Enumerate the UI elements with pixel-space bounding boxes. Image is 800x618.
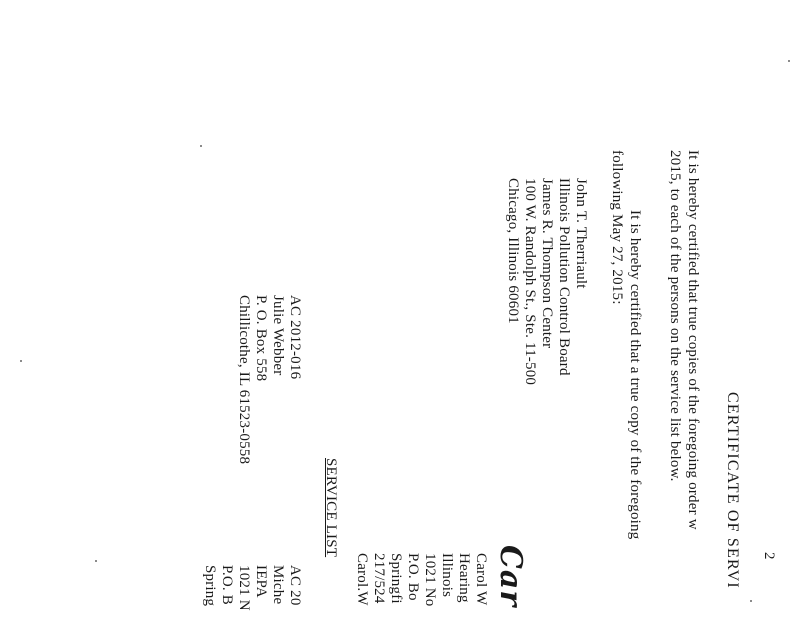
service-list-right-line: P.O. B <box>219 565 235 605</box>
hearing-officer-line: Illinois <box>439 553 455 598</box>
service-list-right-line: IEPA <box>253 565 269 598</box>
board-address-line: James R. Thompson Center <box>539 178 555 349</box>
scan-speck <box>750 600 752 602</box>
scan-speck <box>95 560 97 562</box>
board-address-line: Chicago, Illinois 60601 <box>505 178 521 324</box>
board-address-line: Illinois Pollution Control Board <box>556 178 572 376</box>
service-list-right-line: 1021 N <box>236 565 252 611</box>
hearing-officer-line: Carol W <box>473 553 489 606</box>
hearing-officer-line: Carol.W <box>354 553 370 606</box>
para1-line2: 2015, to each of the persons on the service list below. <box>667 150 683 482</box>
board-address-line: 100 W. Randolph St., Ste. 11-500 <box>522 178 538 386</box>
service-list-right-line: Spring <box>202 565 218 607</box>
page-number: 2 <box>761 552 777 560</box>
para2-line2: following May 27, 2015: <box>609 150 625 305</box>
hearing-officer-line: Hearing <box>456 553 472 603</box>
service-list-left-line: Julie Webber <box>270 295 286 376</box>
hearing-officer-line: 1021 No <box>422 553 438 607</box>
service-list-right-line: Miche <box>270 565 286 605</box>
service-list-heading: SERVICE LIST <box>323 458 339 558</box>
board-address-line: John T. Therriault <box>573 178 589 289</box>
scan-speck <box>20 360 22 362</box>
scan-speck <box>788 60 790 62</box>
certificate-title: CERTIFICATE OF SERVI <box>724 392 741 589</box>
hearing-officer-line: P.O. Bo <box>405 553 421 601</box>
para2-line1: It is hereby certified that a true copy of the foregoing <box>627 210 643 540</box>
service-list-left-line: AC 2012-016 <box>287 295 303 380</box>
service-list-right-line: AC 20 <box>287 565 303 606</box>
para1-line1: It is hereby certified that true copies of the foregoing order w <box>685 150 701 530</box>
handwritten-signature: Car <box>493 545 528 608</box>
hearing-officer-line: Springfi <box>388 553 404 604</box>
service-list-left-line: P. O. Box 558 <box>253 295 269 382</box>
scan-speck <box>200 145 202 147</box>
service-list-left-line: Chillicothe, IL 61523-0558 <box>236 295 252 465</box>
hearing-officer-line: 217/524 <box>371 553 387 604</box>
